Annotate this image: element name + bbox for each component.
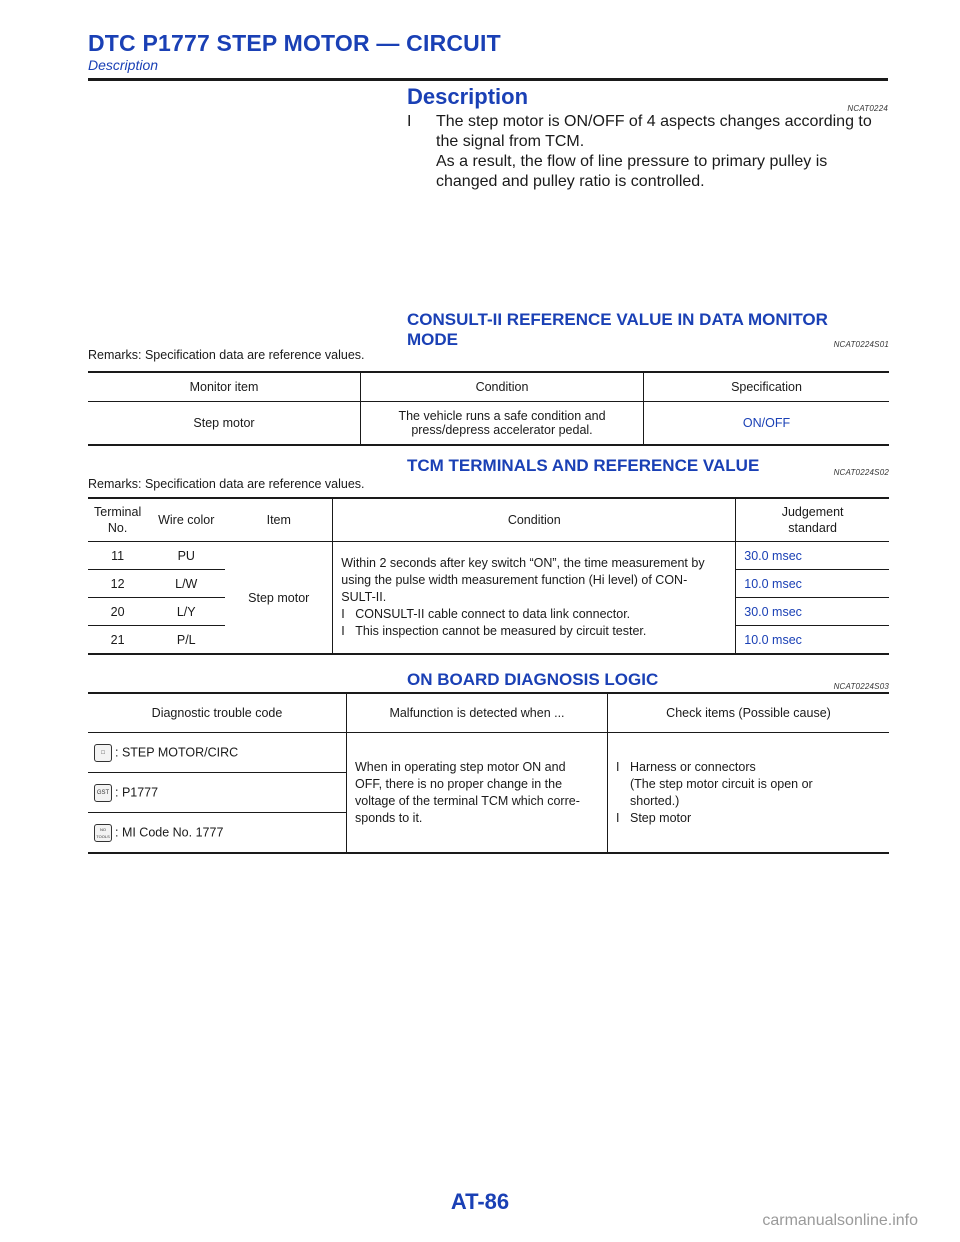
check-item-1-detail-2: shorted.) (630, 793, 680, 808)
table-row (88, 542, 889, 570)
tcm-terminals-table (88, 497, 889, 655)
col-condition: Condition (361, 372, 644, 402)
description-line-2: As a result, the flow of line pressure to primary pulley is changed and pulley ratio is controlled. (436, 153, 828, 190)
col-terminal-line-1: Terminal (94, 505, 142, 519)
condition-cell (333, 542, 736, 655)
dtc-consult-cell (88, 733, 347, 773)
wire-color-cell: P/L (147, 626, 225, 655)
col-terminal-line-2: No. (107, 521, 128, 535)
consult-remarks: Remarks: Specification data are reference values. (88, 348, 365, 362)
terminals-heading: TCM TERMINALS AND REFERENCE VALUE (407, 456, 760, 475)
check-item-1 (616, 759, 881, 776)
item-cell: Step motor (225, 542, 333, 655)
no-tools-icon: NO TOOLS (94, 824, 112, 842)
terminal-cell: 20 (88, 598, 147, 626)
judgement-cell: 10.0 msec (736, 626, 889, 655)
malfunction-line-2: OFF, there is no proper change in the (355, 776, 563, 791)
check-item-1-text: Harness or connectors (630, 759, 756, 774)
check-items-cell (608, 733, 890, 854)
terminals-ref-code: NCAT0224S02 (833, 468, 889, 477)
consult-ref-code: NCAT0224S01 (833, 340, 889, 349)
bullet-marker: I (341, 607, 345, 621)
terminal-cell: 21 (88, 626, 147, 655)
dtc-consult-text: : STEP MOTOR/CIRC (115, 744, 239, 759)
wire-color-cell: L/Y (147, 598, 225, 626)
specification-cell: ON/OFF (644, 402, 890, 446)
dtc-gst-cell (88, 773, 347, 813)
description-body (407, 112, 889, 192)
bullet-marker: I (341, 624, 345, 638)
bullet-marker: I (616, 759, 620, 774)
condition-line-3: SULT-II. (341, 590, 387, 604)
monitor-item-cell: Step motor (88, 402, 361, 446)
malfunction-line-3: voltage of the terminal TCM which corre- (355, 793, 580, 808)
diagnosis-logic-table (88, 692, 889, 854)
terminals-remarks: Remarks: Specification data are reference values. (88, 477, 365, 491)
diagnosis-ref-code: NCAT0224S03 (833, 682, 889, 691)
col-judgement-standard (736, 498, 889, 542)
bullet-marker: I (407, 113, 412, 130)
judgement-cell: 30.0 msec (736, 598, 889, 626)
judgement-cell: 30.0 msec (736, 542, 889, 570)
terminal-cell: 12 (88, 570, 147, 598)
judgement-cell: 10.0 msec (736, 570, 889, 598)
col-judgement-line-1: Judgement (781, 505, 844, 519)
description-heading: Description (407, 84, 529, 109)
gst-icon: GST (94, 784, 112, 802)
condition-bullet-1-text: CONSULT-II cable connect to data link connector. (355, 607, 631, 621)
col-item: Item (225, 498, 333, 542)
consult-heading (407, 310, 828, 350)
dtc-notools-cell (88, 813, 347, 854)
condition-cell (361, 402, 644, 446)
wire-color-cell: PU (147, 542, 225, 570)
dtc-gst-text: : P1777 (115, 784, 159, 799)
watermark: carmanualsonline.info (762, 1212, 918, 1229)
header-rule (88, 78, 888, 81)
consult-heading-line-1: CONSULT-II REFERENCE VALUE IN DATA MONITOR (407, 310, 828, 329)
bullet-marker: I (616, 810, 620, 825)
diagnosis-heading: ON BOARD DIAGNOSIS LOGIC (407, 670, 659, 689)
consult-icon: □ (94, 744, 112, 762)
condition-bullet-2-text: This inspection cannot be measured by circuit tester. (355, 624, 647, 638)
condition-bullet-2 (341, 623, 727, 640)
check-item-1-detail-1: (The step motor circuit is open or (630, 776, 813, 791)
condition-line-2: press/depress accelerator pedal. (411, 423, 593, 437)
condition-line-1: The vehicle runs a safe condition and (398, 409, 606, 423)
terminal-cell: 11 (88, 542, 147, 570)
description-line-1: The step motor is ON/OFF of 4 aspects changes according to the signal from TCM. (436, 113, 872, 150)
col-diagnostic-trouble-code: Diagnostic trouble code (88, 693, 347, 733)
dtc-notools-text: : MI Code No. 1777 (115, 824, 224, 839)
malfunction-cell (347, 733, 608, 854)
col-judgement-line-2: standard (788, 521, 837, 535)
check-item-2 (616, 810, 881, 827)
col-condition: Condition (333, 498, 736, 542)
col-specification: Specification (644, 372, 890, 402)
col-malfunction: Malfunction is detected when ... (347, 693, 608, 733)
table-row (88, 733, 889, 773)
col-check-items: Check items (Possible cause) (608, 693, 890, 733)
consult-heading-line-2: MODE (407, 330, 458, 349)
description-ref-code: NCAT0224 (847, 104, 888, 113)
condition-line-1: Within 2 seconds after key switch “ON”, the time measurement by (341, 556, 705, 570)
malfunction-line-4: sponds to it. (355, 810, 423, 825)
col-terminal (88, 498, 147, 542)
wire-color-cell: L/W (147, 570, 225, 598)
page-number: AT-86 (450, 1189, 510, 1214)
col-monitor-item: Monitor item (88, 372, 361, 402)
page-header-subtitle: Description (88, 57, 159, 73)
page-header-title: DTC P1777 STEP MOTOR — CIRCUIT (88, 30, 501, 56)
malfunction-line-1: When in operating step motor ON and (355, 759, 566, 774)
condition-line-2: using the pulse width measurement function (Hi level) of CON- (341, 573, 688, 587)
col-wire-color: Wire color (147, 498, 225, 542)
condition-bullet-1 (341, 606, 727, 623)
consult-reference-table (88, 371, 889, 446)
check-item-2-text: Step motor (630, 810, 692, 825)
